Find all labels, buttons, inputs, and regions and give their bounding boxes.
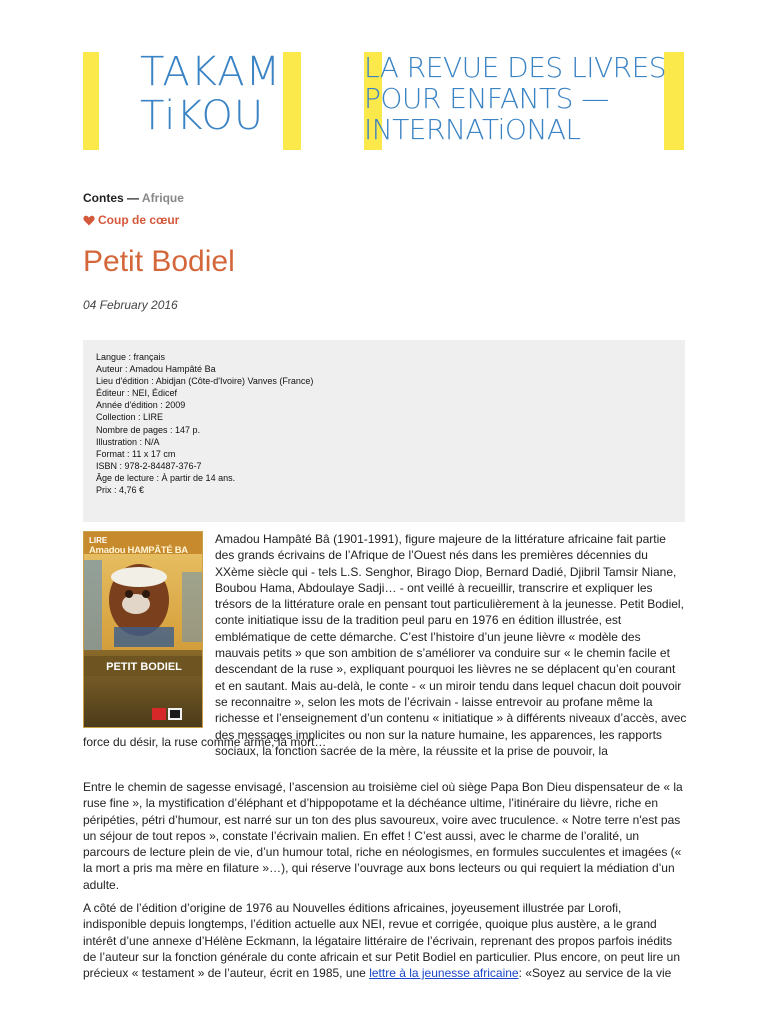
info-place: Lieu d'édition : Abidjan (Côte-d'Ivoire) Vanves (France) <box>96 376 314 387</box>
lettre-jeunesse-link[interactable]: lettre à la jeunesse africaine <box>369 966 519 981</box>
tagline-line-2: POUR ENFANTS — <box>364 82 609 115</box>
logo-yellow-bar-left <box>83 52 99 150</box>
cover-series-text: LIRE <box>89 536 108 545</box>
breadcrumb-separator: — <box>123 191 142 205</box>
info-price: Prix : 4,76 € <box>96 485 145 496</box>
logo-yellow-bar-right <box>664 52 684 150</box>
logo-yellow-bar-mid <box>283 52 301 150</box>
info-language: Langue : français <box>96 352 166 362</box>
info-pages: Nombre de pages : 147 p. <box>96 424 201 435</box>
info-age: Âge de lecture : À partir de 14 ans. <box>96 472 236 483</box>
paragraph-1-wrap: Amadou Hampâté Bâ (1901-1991), figure majeure de la littérature africaine fait partie des grands écrivains de l’Afrique de l’Ouest nés dans les premières décennies du XXème siècle qui - tels L.S. Senghor, Birago Diop, Bernard Dadié, Djibril Tamsir Niane, Boubou Hama, Abdoulaye Sadji… - ont veillé à recueillir, transcrire et expliquer les trésors de la littérature orale en pensant tout particulièrement à la jeunesse. Petit Bodiel, conte initiatique issu de la tradition peul paru en 1976 en édition illustrée, est emblématique de cette démarche. C’est l’histoire d’un jeune lièvre « modèle des mauvais petits » que son ambition de s’améliorer va conduire sur « le chemin facile et descendant de la ruse », expliquant pourquoi les lièvres ne se déplacent qu’en courant et en sautant. Mais au-delà, le conte - « un miroir tendu dans lequel chacun doit pouvoir se reconnaitre », selon les mots de l’écrivain - laisse entrevoir au profane même la richesse et l’enseignement d’un contenu « initiatique » à différents niveaux d’accès, avec des messages implicites ou non sur la nature humaine, les apparences, les rapports sociaux, la fonction sacrée de la mère, la réussite et la prise de pouvoir, la <box>215 532 687 758</box>
logo-line-1: TAKAM <box>140 49 282 95</box>
logo-line-2: TiKOU <box>140 93 265 139</box>
logo-tagline <box>364 52 666 145</box>
paragraph-1-end: force du désir, la ruse comme arme, la mort… <box>83 735 327 749</box>
cover-title-text: PETIT BODIEL <box>106 661 182 673</box>
info-author: Auteur : Amadou Hampâté Ba <box>96 364 216 375</box>
info-publisher: Éditeur : NEI, Édicef <box>96 388 178 399</box>
breadcrumb-category[interactable]: Contes <box>83 191 124 205</box>
article-title: Petit Bodiel <box>83 245 235 278</box>
heart-icon <box>83 215 95 226</box>
info-collection: Collection : LIRE <box>96 412 164 423</box>
tagline-line-1: LA REVUE DES LIVRES <box>364 51 667 84</box>
article-date: 04 February 2016 <box>83 298 178 312</box>
book-cover-image <box>83 531 203 728</box>
info-illustration: Illustration : N/A <box>96 436 160 447</box>
cover-author-text: Amadou HAMPÂTÉ BA <box>89 545 188 556</box>
book-info-box <box>83 340 685 522</box>
paragraph-3-tail: : «Soyez au service de la vie <box>518 966 672 981</box>
breadcrumb <box>83 191 184 205</box>
info-format: Format : 11 x 17 cm <box>96 448 176 459</box>
info-isbn: ISBN : 978-2-84487-376-7 <box>96 460 202 471</box>
logo-takam-tikou[interactable] <box>140 50 281 138</box>
paragraph-3-text: A côté de l’édition d’origine de 1976 au Nouvelles éditions africaines, joyeusement illustrée par Lorofi, indisponible depuis longtemps, l’édition actuelle aux NEI, revue et corrigée, quoique plus austère, a le grand intérêt d’une annexe d’Hélène Eckmann, la légataire littéraire de l’écrivain, reprenant des propos parfois inédits de l’auteur sur la fonction générale du conte africain et sur Petit Bodiel en particulier. Plus encore, on peut lire un précieux « testament » de l’auteur, écrit en 1985, une <box>83 901 681 981</box>
badge-label: Coup de cœur <box>98 213 180 227</box>
info-year: Année d'édition : 2009 <box>96 400 186 411</box>
coup-de-coeur-badge[interactable] <box>83 213 179 227</box>
breadcrumb-region[interactable]: Afrique <box>141 191 184 205</box>
site-header <box>0 0 768 170</box>
paragraph-3 <box>83 900 687 981</box>
tagline-line-3: INTERNATiONAL <box>364 113 581 146</box>
paragraph-2: Entre le chemin de sagesse envisagé, l’ascension au troisième ciel où siège Papa Bon Dieu dispensateur de « la ruse fine », la mystification d’éléphant et d’hippopotame et la déchéance ultime, l’itinéraire du lièvre, riche en péripéties, pétri d’humour, est narré sur un ton des plus savoureux, voire avec truculence. « Notre terre n'est pas un séjour de tout repos », constate l’écrivain malien. En effet ! C’est aussi, avec le charme de l’oralité, un parcours de lecture plein de vie, d’un humour total, riche en néologismes, en formules succulentes et imagées (« la mort a pris ma mère en filature »…), qui réserve l’ouvrage aux bons lecteurs ou qui requiert la médiation d’un adulte. <box>83 780 683 892</box>
